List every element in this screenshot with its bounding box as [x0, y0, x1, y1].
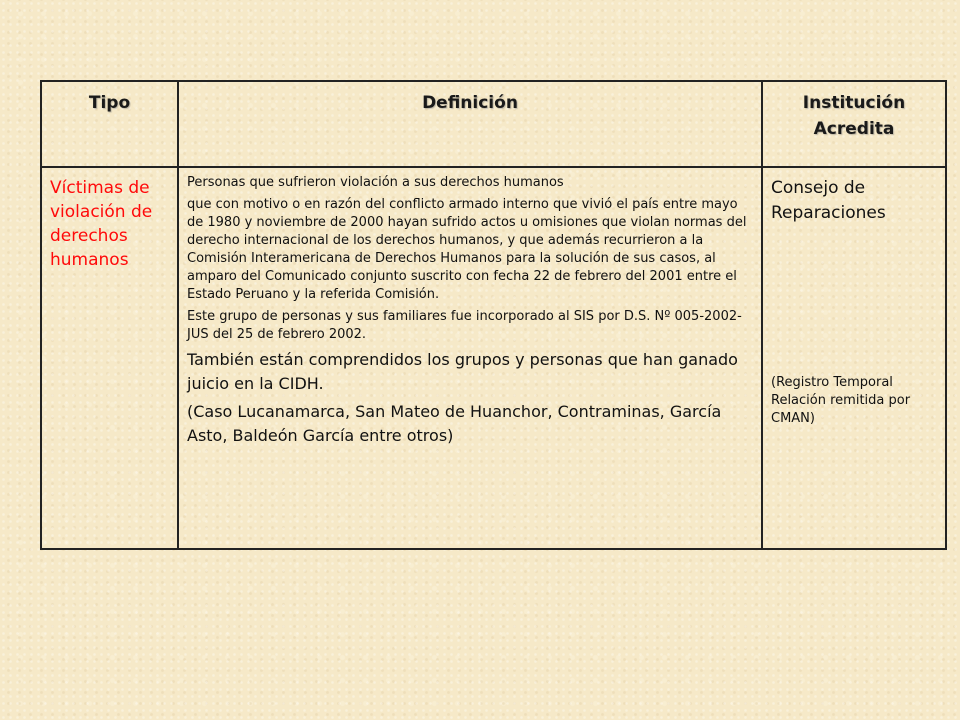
victims-table — [40, 80, 947, 550]
cell-institucion — [762, 167, 946, 549]
header-tipo: Tipo — [41, 81, 178, 167]
definicion-paragraph-2: que con motivo o en razón del conflicto armado interno que vivió el país entre mayo de 1980 y noviembre de 2000 hayan sufrido actos u omisiones que violan normas del derecho internacional de los derechos humanos, y que además recurrieron a la Comisión Interamericana de Derechos Humanos para la solución de sus casos, al amparo del Comunicado conjunto suscrito con fecha 22 de febrero del 2001 entre el Estado Peruano y la referida Comisión. — [187, 197, 747, 302]
definicion-paragraph-4: También están comprendidos los grupos y personas que han ganado juicio en la CIDH. — [187, 350, 738, 393]
header-institucion: Institución Acredita — [762, 81, 946, 167]
table-row — [41, 167, 946, 549]
institucion-note: (Registro Temporal Relación remitida por CMAN) — [771, 375, 911, 426]
tipo-text: Víctimas de violación de derechos humanos — [50, 178, 153, 270]
cell-definicion — [178, 167, 762, 549]
definicion-paragraph-3: Este grupo de personas y sus familiares fue incorporado al SIS por D.S. Nº 005-2002-JUS del 25 de febrero 2002. — [187, 309, 742, 342]
definicion-paragraph-1: Personas que sufrieron violación a sus derechos humanos — [187, 175, 564, 190]
cell-tipo — [41, 167, 178, 549]
table-header-row — [41, 81, 946, 167]
header-definicion: Definición — [178, 81, 762, 167]
definicion-paragraph-5: (Caso Lucanamarca, San Mateo de Huanchor, Contraminas, García Asto, Baldeón García entre otros) — [187, 402, 722, 445]
institucion-name: Consejo de Reparaciones — [771, 178, 886, 223]
